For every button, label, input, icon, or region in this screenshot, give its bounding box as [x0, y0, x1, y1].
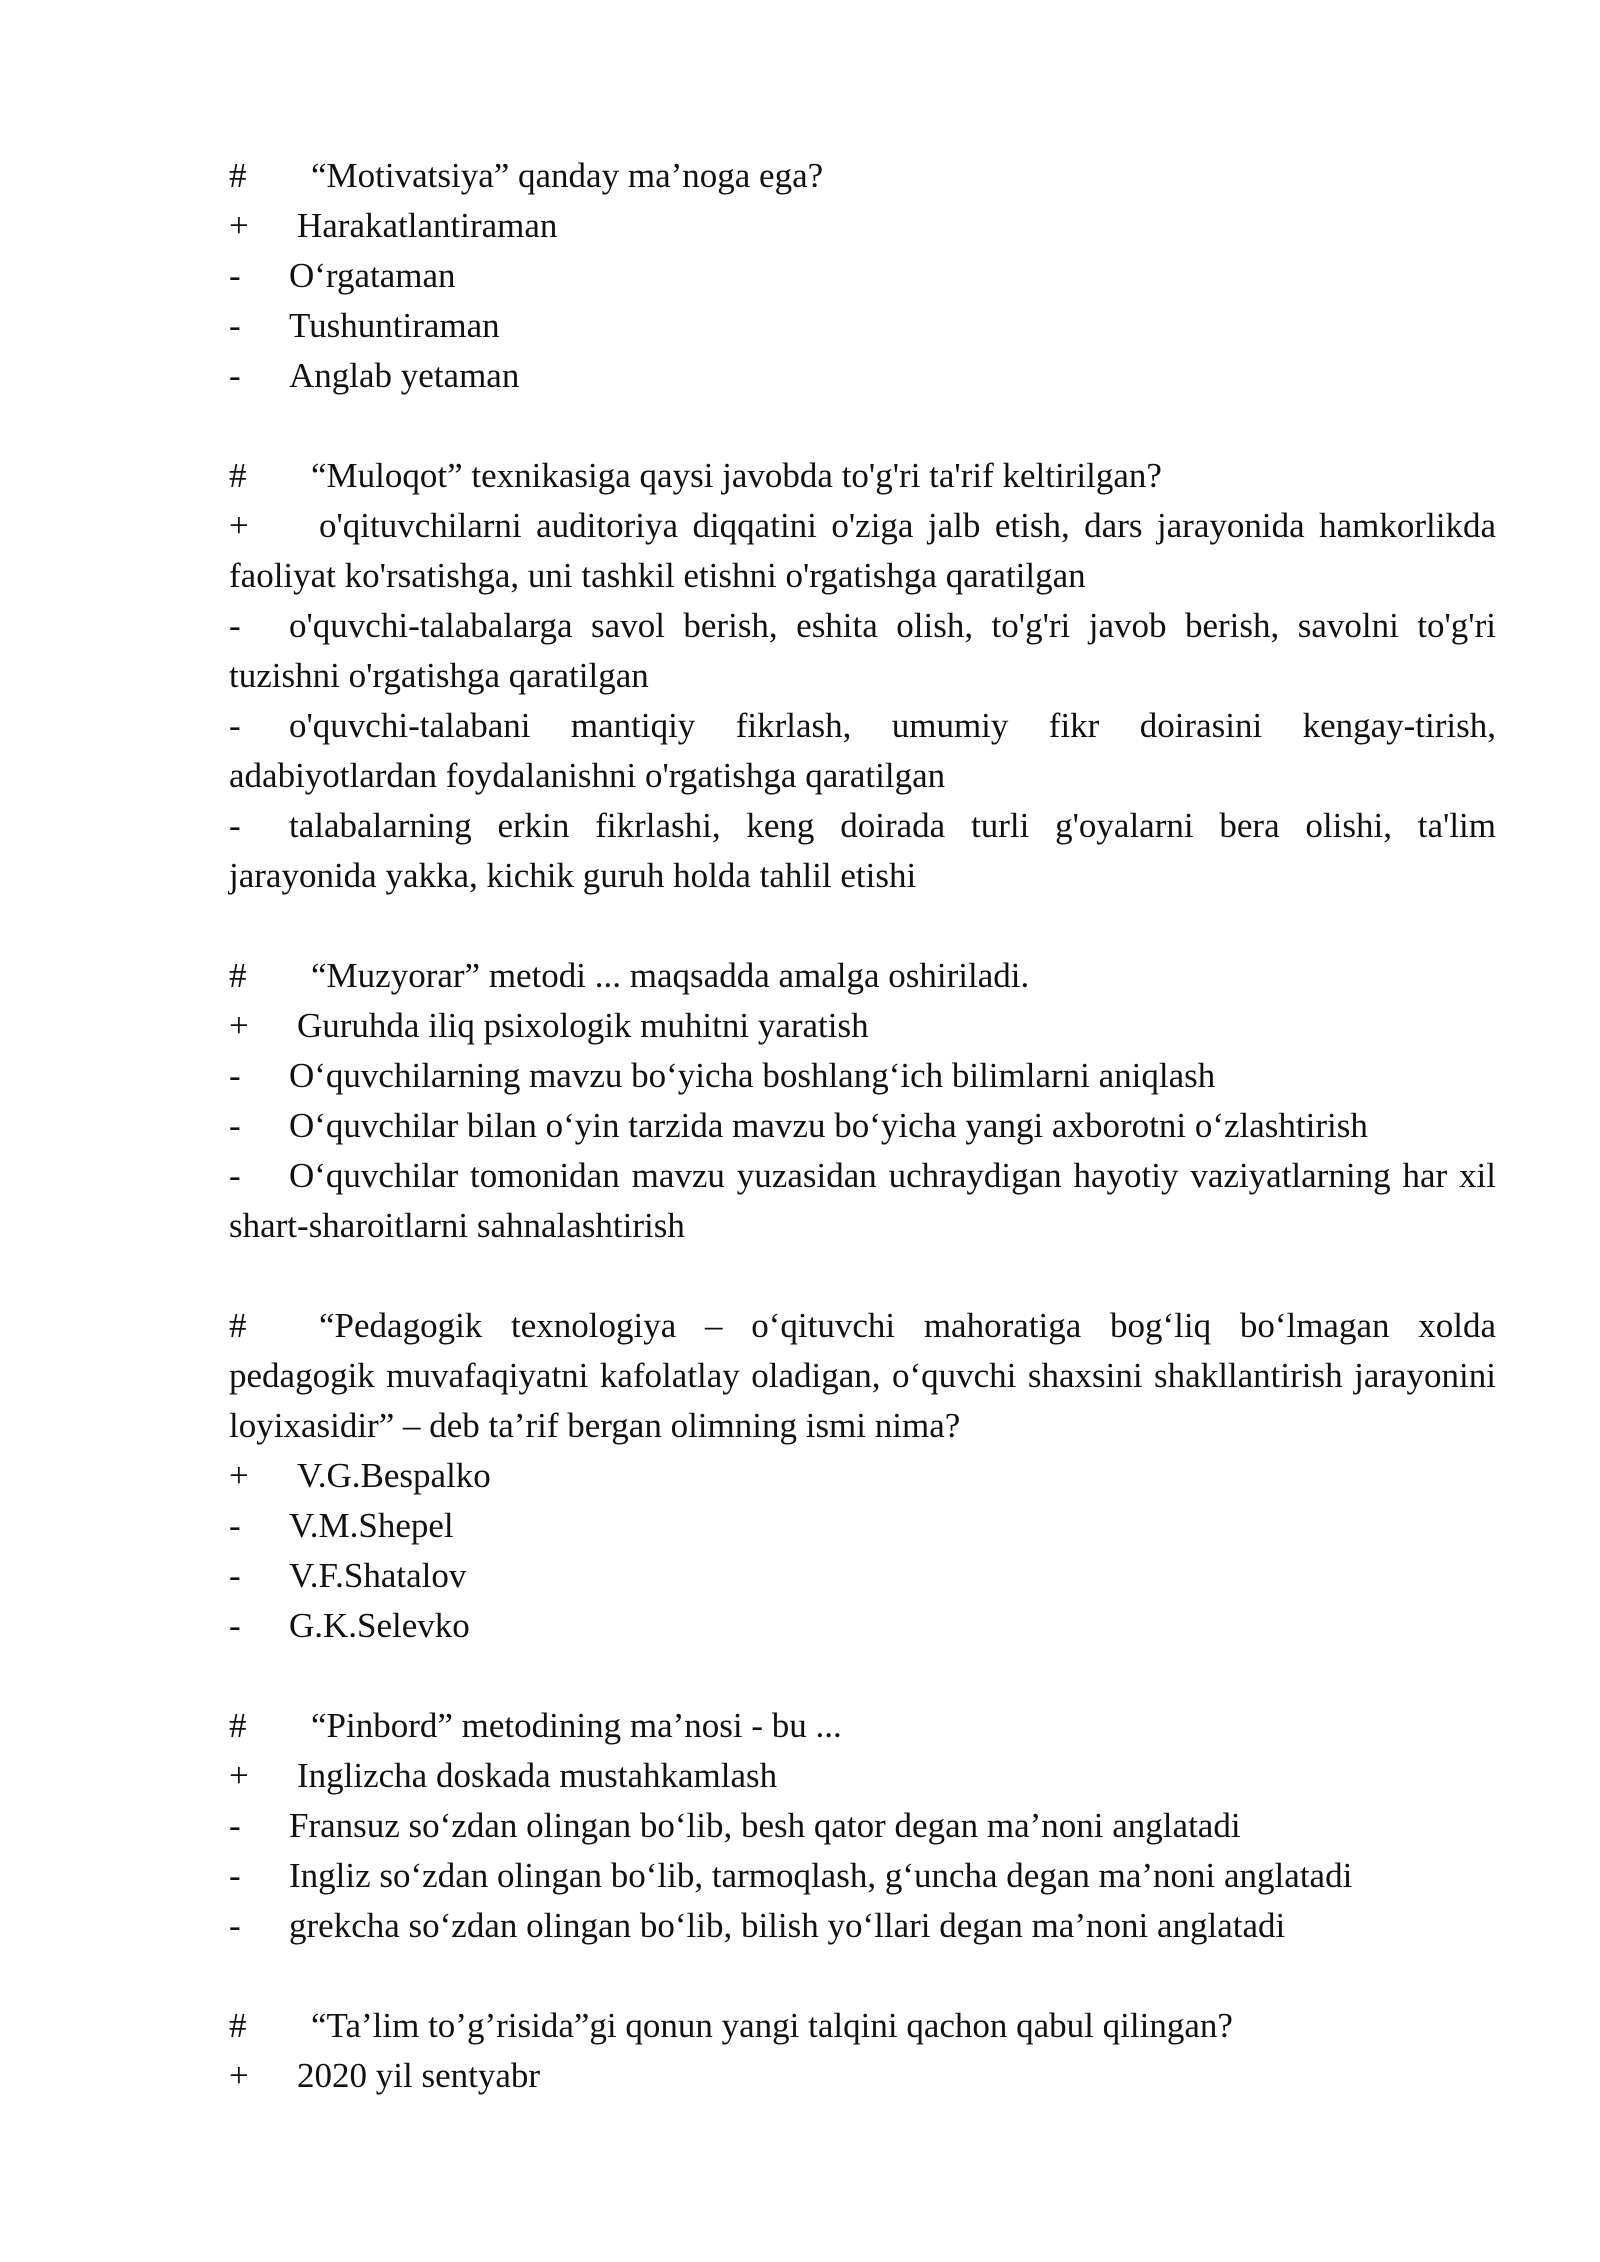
question-text: “Pinbord” metodining ma’nosi - bu ... — [311, 1706, 842, 1745]
answer-text: Harakatlantiraman — [297, 206, 558, 245]
answer-marker: + — [229, 1756, 249, 1795]
answer-marker: - — [229, 1156, 241, 1195]
answer-marker: + — [229, 1456, 249, 1495]
answer-text: o'qituvchilarni auditoriya diqqatini o'ziga jalb etish, dars jarayonida hamkorlikda faoliyat ko'rsatishga, uni tashkil etishni o'rgatishga qaratilgan — [229, 506, 1496, 595]
answer-text: G.K.Selevko — [289, 1606, 470, 1645]
answer-line — [229, 701, 1496, 801]
question-marker: # — [229, 2006, 247, 2045]
document-page — [229, 151, 1496, 2151]
answer-marker: - — [229, 1606, 241, 1645]
question-text: “Muzyorar” metodi ... maqsadda amalga oshiriladi. — [311, 956, 1030, 995]
answer-marker: - — [229, 606, 241, 645]
answer-text: Tushuntiraman — [289, 306, 500, 345]
answer-marker: - — [229, 1856, 241, 1895]
answer-marker: - — [229, 356, 241, 395]
question-marker: # — [229, 1306, 247, 1345]
answer-marker: - — [229, 1056, 241, 1095]
question-marker: # — [229, 456, 247, 495]
answer-text: talabalarning erkin fikrlashi, keng doirada turli g'oyalarni bera olishi, ta'lim jarayonida yakka, kichik guruh holda tahlil etishi — [229, 806, 1496, 895]
answer-text: O‘quvchilar tomonidan mavzu yuzasidan uchraydigan hayotiy vaziyatlarning har xil shart-sharoitlarni sahnalashtirish — [229, 1156, 1496, 1245]
answer-text: grekcha so‘zdan olingan bo‘lib, bilish yo‘llari degan ma’noni anglatadi — [289, 1906, 1286, 1945]
answer-text: V.F.Shatalov — [289, 1556, 467, 1595]
answer-line-correct — [229, 2051, 1496, 2101]
answer-text: O‘quvchilar bilan o‘yin tarzida mavzu bo‘yicha yangi axborotni o‘zlashtirish — [289, 1106, 1368, 1145]
answer-text: V.M.Shepel — [289, 1506, 454, 1545]
question-block — [229, 951, 1496, 1251]
question-text: “Motivatsiya” qanday ma’noga ega? — [311, 156, 824, 195]
answer-text: O‘quvchilarning mavzu bo‘yicha boshlang‘ich bilimlarni aniqlash — [289, 1056, 1216, 1095]
answer-line — [229, 1901, 1496, 1951]
question-block — [229, 151, 1496, 401]
question-line — [229, 2001, 1496, 2051]
answer-text: 2020 yil sentyabr — [297, 2056, 541, 2095]
question-marker: # — [229, 156, 247, 195]
answer-marker: + — [229, 206, 249, 245]
answer-line — [229, 1101, 1496, 1151]
question-line — [229, 1301, 1496, 1451]
question-line — [229, 451, 1496, 501]
question-block — [229, 1301, 1496, 1651]
question-text: “Ta’lim to’g’risida”gi qonun yangi talqini qachon qabul qilingan? — [311, 2006, 1233, 2045]
answer-marker: - — [229, 1806, 241, 1845]
question-text: “Muloqot” texnikasiga qaysi javobda to'g'ri ta'rif keltirilgan? — [311, 456, 1162, 495]
question-marker: # — [229, 1706, 247, 1745]
question-text: “Pedagogik texnologiya – o‘qituvchi mahoratiga bog‘liq bo‘lmagan xolda pedagogik muvafaqiyatni kafolatlay oladigan, o‘quvchi shaxsini shakllantirish jarayonini loyixasidir” – deb ta’rif bergan olimning ismi nima? — [229, 1306, 1496, 1445]
answer-line — [229, 1501, 1496, 1551]
answer-line — [229, 301, 1496, 351]
answer-text: Anglab yetaman — [289, 356, 520, 395]
answer-line — [229, 1551, 1496, 1601]
answer-marker: + — [229, 1006, 249, 1045]
question-block — [229, 1701, 1496, 1951]
question-block — [229, 2001, 1496, 2101]
answer-text: Inglizcha doskada mustahkamlash — [297, 1756, 778, 1795]
question-block — [229, 451, 1496, 901]
answer-marker: - — [229, 706, 241, 745]
answer-marker: - — [229, 306, 241, 345]
question-line — [229, 1701, 1496, 1751]
answer-line — [229, 1601, 1496, 1651]
answer-line-correct — [229, 1751, 1496, 1801]
answer-marker: - — [229, 806, 241, 845]
answer-marker: + — [229, 2056, 249, 2095]
answer-line-correct — [229, 201, 1496, 251]
answer-marker: + — [229, 506, 249, 545]
answer-line — [229, 601, 1496, 701]
question-line — [229, 151, 1496, 201]
answer-line — [229, 251, 1496, 301]
answer-line — [229, 1151, 1496, 1251]
answer-marker: - — [229, 1106, 241, 1145]
answer-text: V.G.Bespalko — [297, 1456, 491, 1495]
answer-marker: - — [229, 256, 241, 295]
answer-marker: - — [229, 1506, 241, 1545]
answer-line — [229, 1801, 1496, 1851]
answer-marker: - — [229, 1906, 241, 1945]
answer-text: o'quvchi-talabani mantiqiy fikrlash, umumiy fikr doirasini kengay-tirish, adabiyotlardan foydalanishni o'rgatishga qaratilgan — [229, 706, 1496, 795]
answer-line — [229, 1851, 1496, 1901]
answer-text: o'quvchi-talabalarga savol berish, eshita olish, to'g'ri javob berish, savolni to'g'ri tuzishni o'rgatishga qaratilgan — [229, 606, 1496, 695]
answer-line — [229, 1051, 1496, 1101]
answer-text: O‘rgataman — [289, 256, 456, 295]
question-line — [229, 951, 1496, 1001]
answer-line — [229, 351, 1496, 401]
answer-line-correct — [229, 501, 1496, 601]
answer-text: Fransuz so‘zdan olingan bo‘lib, besh qator degan ma’noni anglatadi — [289, 1806, 1241, 1845]
question-marker: # — [229, 956, 247, 995]
answer-marker: - — [229, 1556, 241, 1595]
answer-text: Ingliz so‘zdan olingan bo‘lib, tarmoqlash, g‘uncha degan ma’noni anglatadi — [289, 1856, 1353, 1895]
answer-text: Guruhda iliq psixologik muhitni yaratish — [297, 1006, 869, 1045]
answer-line-correct — [229, 1451, 1496, 1501]
answer-line — [229, 801, 1496, 901]
answer-line-correct — [229, 1001, 1496, 1051]
